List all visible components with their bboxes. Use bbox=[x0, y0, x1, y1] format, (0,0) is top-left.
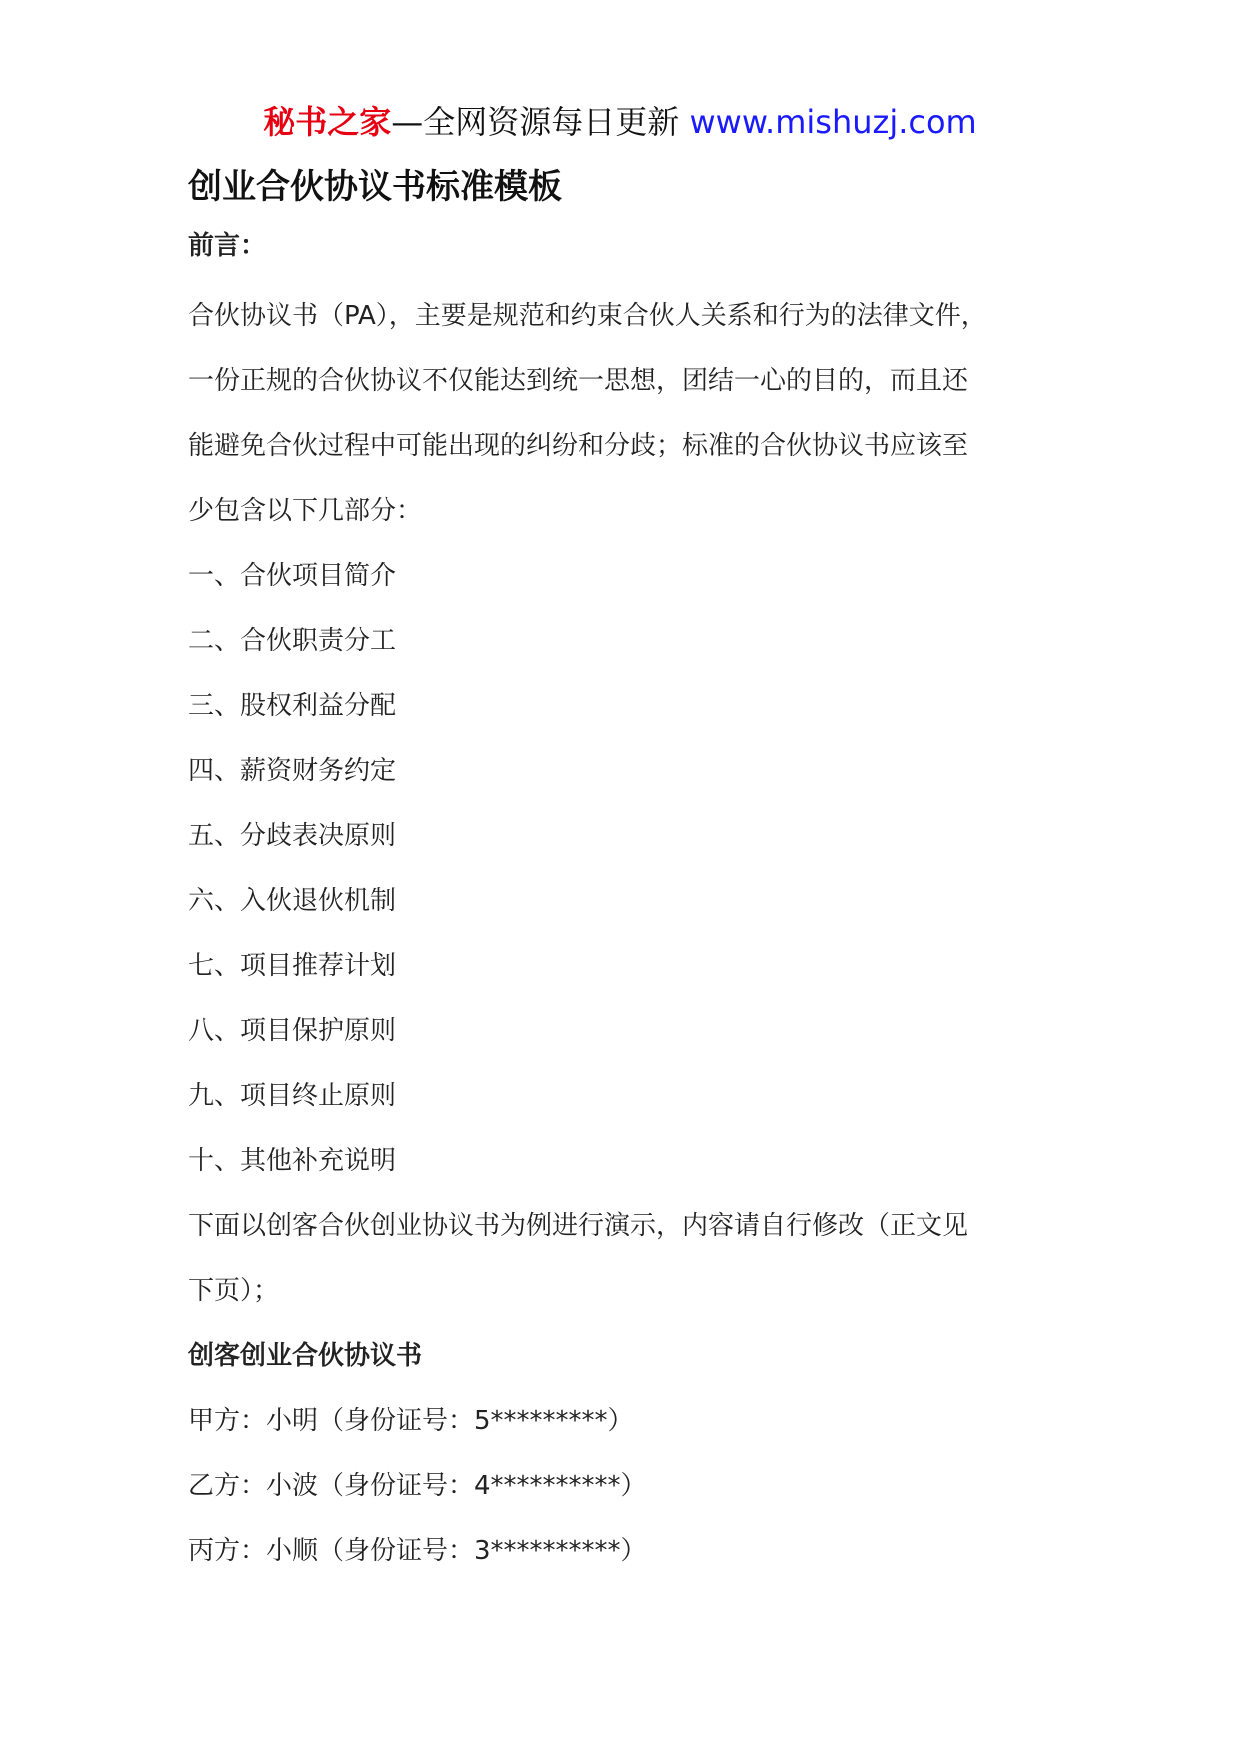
document-body bbox=[188, 162, 1088, 1584]
party-b: 乙方：小波（身份证号：4**********） bbox=[188, 1471, 647, 1501]
party-c: 丙方：小顺（身份证号：3**********） bbox=[188, 1536, 647, 1566]
section-item: 五、分歧表决原则 bbox=[188, 821, 397, 851]
brand-name: 秘书之家 bbox=[263, 103, 392, 141]
demo-line: 下页）； bbox=[188, 1276, 280, 1306]
preface-line: 少包含以下几部分： bbox=[188, 496, 423, 526]
agreement-heading: 创客创业合伙协议书 bbox=[188, 1341, 423, 1371]
demo-line: 下面以创客合伙创业协议书为例进行演示，内容请自行修改（正文见 bbox=[188, 1211, 969, 1241]
header-tagline: —全网资源每日更新 bbox=[391, 103, 690, 141]
section-item: 三、股权利益分配 bbox=[188, 691, 397, 721]
section-item: 七、项目推荐计划 bbox=[188, 951, 397, 981]
section-item: 九、项目终止原则 bbox=[188, 1081, 397, 1111]
preface-line: 能避免合伙过程中可能出现的纠纷和分歧；标准的合伙协议书应该至 bbox=[188, 431, 969, 461]
document-title: 创业合伙协议书标准模板 bbox=[188, 167, 562, 207]
site-header bbox=[0, 100, 1240, 144]
section-item: 一、合伙项目简介 bbox=[188, 561, 397, 591]
site-url-link[interactable]: www.mishuzj.com bbox=[689, 103, 977, 141]
section-item: 六、入伙退伙机制 bbox=[188, 886, 397, 916]
section-item: 二、合伙职责分工 bbox=[188, 626, 397, 656]
party-a: 甲方：小明（身份证号：5*********） bbox=[188, 1406, 634, 1436]
section-item: 十、其他补充说明 bbox=[188, 1146, 397, 1176]
section-item: 四、薪资财务约定 bbox=[188, 756, 397, 786]
section-item: 八、项目保护原则 bbox=[188, 1016, 397, 1046]
section-list bbox=[188, 544, 1088, 1194]
preface-line: 合伙协议书（PA），主要是规范和约束合伙人关系和行为的法律文件， bbox=[188, 301, 987, 331]
preface-heading: 前言： bbox=[188, 231, 267, 261]
preface-line: 一份正规的合伙协议不仅能达到统一思想，团结一心的目的，而且还 bbox=[188, 366, 969, 396]
